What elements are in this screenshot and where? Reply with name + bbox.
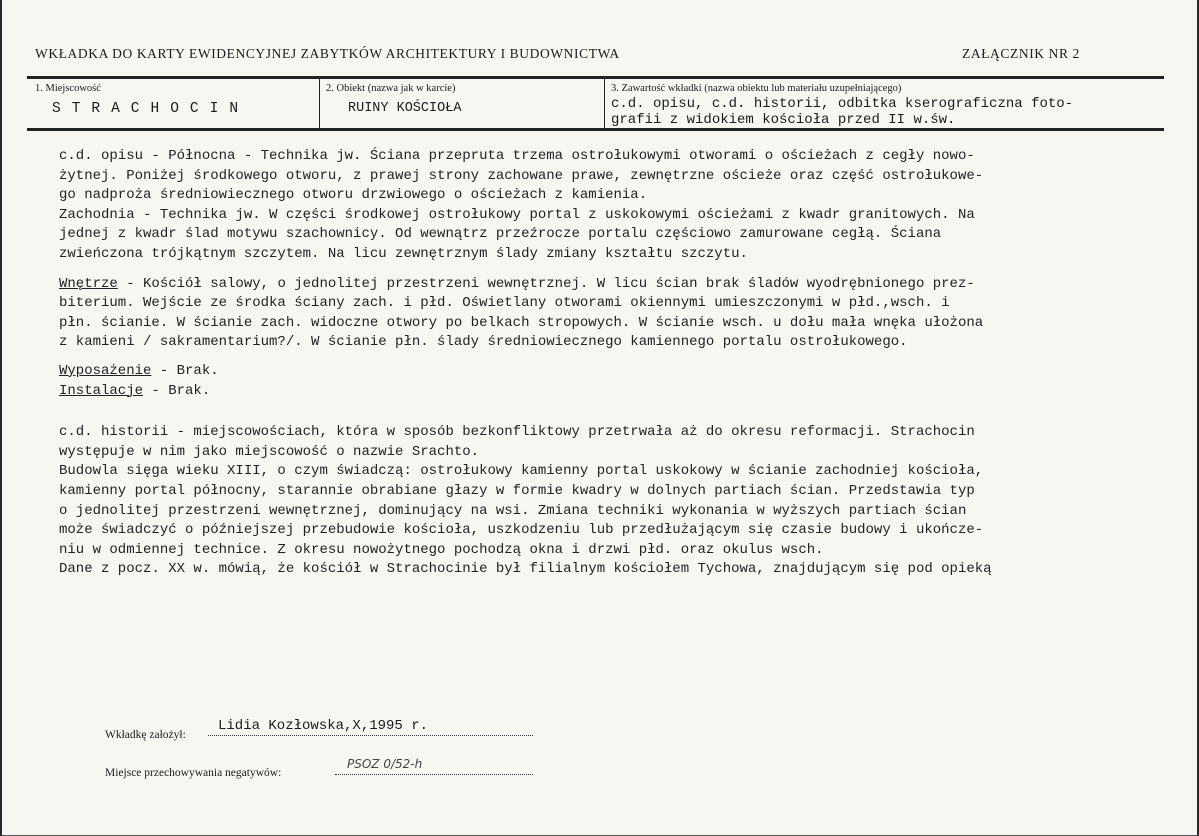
body-line: c.d. opisu - Północna - Technika jw. Ściana przepruta trzema ostrołukowymi otworami o ościeżach z cegły nowo- xyxy=(59,148,975,164)
negatives-label: Miejsce przechowywania negatywów: xyxy=(105,767,282,779)
body-line: Dane z pocz. XX w. mówią, że kościół w Strachocinie był filialnym kościołem Tychowa, znajdującym się pod opieką xyxy=(59,561,992,578)
locality-field xyxy=(27,79,319,128)
negatives-value: PSOZ 0/52-h xyxy=(335,757,533,775)
body-line: niu w odmiennej technice. Z okresu nowożytnego pochodzą okna i drzwi płd. oraz okulus wsch. xyxy=(59,541,824,558)
body-line: występuje w nim jako miejscowość o nazwie Srachto. xyxy=(59,443,480,460)
content-value xyxy=(611,96,1073,128)
body-line: kamienny portal północny, starannie obrabiane głazy w formie kwadry w dolnych partiach ścian. Przedstawia typ xyxy=(59,482,975,499)
body-line: Budowla sięga wieku XIII, o czym świadczą: ostrołukowy kamienny portal uskokowy w ścianie zachodniej kościoła, xyxy=(59,463,984,480)
installations-text: - Brak. xyxy=(143,382,211,399)
body-line: żytnej. Poniżej środkowego otworu, z prawej strony zachowane prawe, zewnętrzne ościeże oraz część ostrołukowe- xyxy=(59,167,984,184)
body-line: z kamieni / sakramentarium?/. W ścianie płn. ślady średniowiecznego kamiennego portalu ostrołukowego. xyxy=(59,334,908,351)
body-line: biterium. Wejście ze środka ściany zach. i płd. Oświetlany otworami okiennymi umieszczonymi w płd.,wsch. i xyxy=(59,295,950,312)
document-title: WKŁADKA DO KARTY EWIDENCYJNEJ ZABYTKÓW ARCHITEKTURY I BUDOWNICTWA xyxy=(35,46,620,61)
content-field xyxy=(604,79,1165,128)
body-line: może świadczyć o późniejszej przebudowie kościoła, uszkodzeniu lub przedłużającym się czasie budowy i ukończe- xyxy=(59,522,984,539)
author-label: Wkładkę założył: xyxy=(105,729,186,741)
interior-line xyxy=(59,275,1179,295)
header-fields xyxy=(27,76,1164,131)
body-text xyxy=(59,147,1179,580)
body-line: go nadproża średniowiecznego otworu drzwiowego o ościeżach z kamienia. xyxy=(59,187,648,204)
body-line: jednej z kwadr ślad motywu szachownicy. Od wewnątrz przeźrocze portalu częściowo zamurowane cegłą. Ściana xyxy=(59,226,942,243)
body-line: zwieńczona trójkątnym szczytem. Na licu zewnętrznym ślady zmiany kształtu szczytu. xyxy=(59,245,748,262)
body-line: płn. ścianie. W ścianie zach. widoczne otwory po belkach stropowych. W ścianie wsch. u dołu mała wnęka ułożona xyxy=(59,314,984,331)
locality-value: STRACHOCIN xyxy=(52,101,250,117)
installations-heading: Instalacje xyxy=(59,382,144,399)
object-value: RUINY KOŚCIOŁA xyxy=(348,101,462,116)
content-label: 3. Zawartość wkładki (nazwa obiektu lub materiału uzupełniającego) xyxy=(611,83,902,94)
installations-line xyxy=(59,382,1179,402)
interior-text: - Kościół salowy, o jednolitej przestrzeni wewnętrznej. W licu ścian brak śladów wyodrębnionego prez- xyxy=(117,275,975,292)
author-value: Lidia Kozłowska,X,1995 r. xyxy=(208,718,533,736)
content-line: grafii z widokiem kościoła przed II w.św. xyxy=(611,112,956,128)
body-line: Zachodnia - Technika jw. W części środkowej ostrołukowy portal z uskokowymi ościeżami z kwadr granitowych. Na xyxy=(59,206,975,223)
body-line: o jednolitej przestrzeni wewnętrznej, dominujący na wsi. Zmiana techniki wykonania w wyższych partiach ścian xyxy=(59,502,967,519)
attachment-number: ZAŁĄCZNIK NR 2 xyxy=(962,46,1080,61)
furnishings-text: - Brak. xyxy=(151,362,219,379)
content-line: c.d. opisu, c.d. historii, odbitka kserograficzna foto- xyxy=(611,96,1074,112)
object-field xyxy=(319,79,605,128)
furnishings-line xyxy=(59,362,1179,382)
furnishings-heading: Wyposażenie xyxy=(59,362,152,379)
body-line: c.d. historii - miejscowościach, która w sposób bezkonfliktowy przetrwała aż do okresu reformacji. Strachocin xyxy=(59,424,975,441)
interior-heading: Wnętrze xyxy=(59,275,118,292)
object-label: 2. Obiekt (nazwa jak w karcie) xyxy=(326,83,456,94)
locality-label: 1. Miejscowość xyxy=(35,83,101,94)
